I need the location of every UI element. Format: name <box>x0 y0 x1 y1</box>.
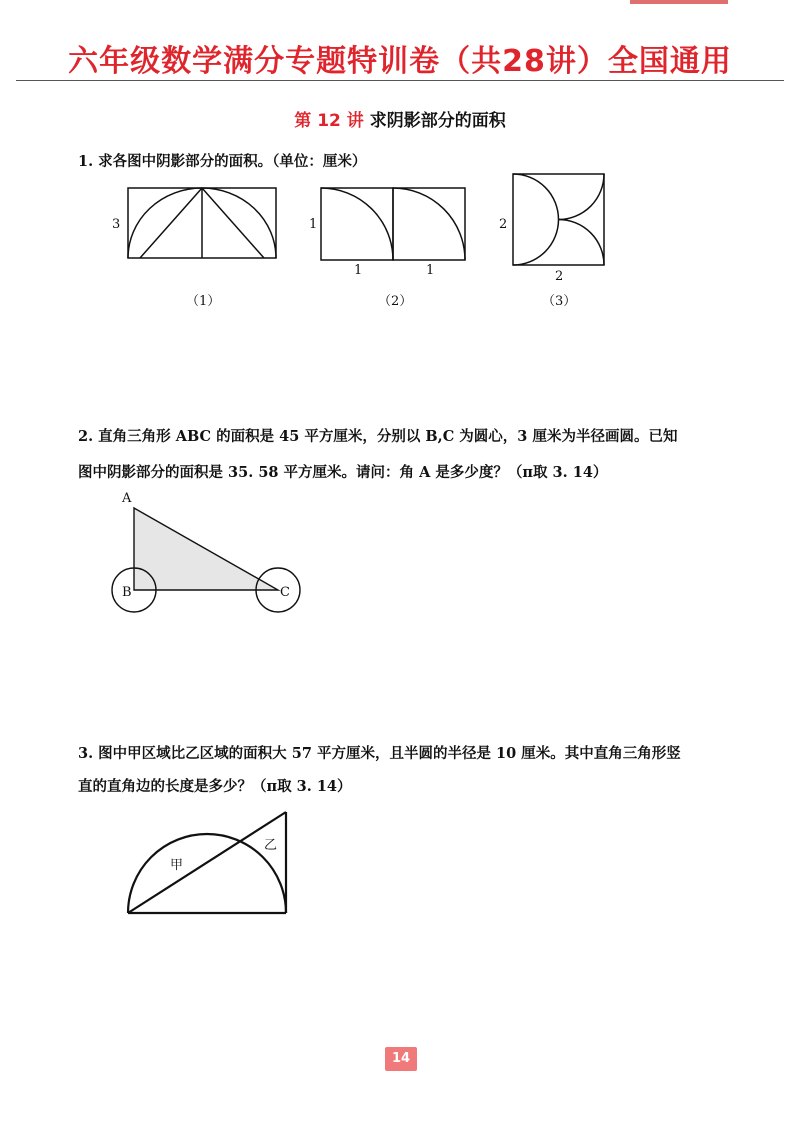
q2-figure <box>112 508 300 612</box>
q1-fig2-label-width-right: 1 <box>426 263 435 278</box>
question-2-text-line1: 2. 直角三角形 ABC 的面积是 45 平方厘米，分别以 B,C 为圆心，3 厘米为半径画圆。已知 <box>78 428 678 445</box>
question-1-text: 1. 求各图中阴影部分的面积。（单位：厘米） <box>78 153 367 170</box>
q2-triangle <box>134 508 278 590</box>
lecture-title: 求阴影部分的面积 <box>369 111 506 131</box>
q3-label-jia: 甲 <box>170 858 184 873</box>
q1-fig3-quarter-top <box>559 174 605 220</box>
q2-label-a: A <box>122 491 132 506</box>
q3-semicircle <box>128 834 286 913</box>
q1-fig1-diagonal-left <box>140 188 202 258</box>
q1-fig3-semicircle-left <box>513 174 559 265</box>
q3-hypotenuse <box>128 812 286 913</box>
q3-figure <box>128 812 286 913</box>
q1-fig2-arc-left <box>321 188 393 260</box>
question-2-text-line2: 图中阴影部分的面积是 35. 58 平方厘米。请问：角 A 是多少度？（π取 3. 14） <box>78 464 608 481</box>
header-title: 六年级数学满分专题特训卷（共28讲）全国通用 <box>68 44 732 79</box>
q1-fig2-label-height: 1 <box>309 217 318 232</box>
q1-fig1-caption: （1） <box>186 294 221 309</box>
q1-figure-1 <box>128 188 276 258</box>
q1-fig1-label-height: 3 <box>112 217 121 232</box>
q1-figure-3 <box>513 174 604 265</box>
q1-fig2-square-right <box>393 188 465 260</box>
question-3-text-line1: 3. 图中甲区域比乙区域的面积大 57 平方厘米，且半圆的半径是 10 厘米。其中直角三角形竖 <box>78 745 681 762</box>
q3-label-yi: 乙 <box>264 838 278 853</box>
q1-fig2-square-left <box>321 188 393 260</box>
q1-fig3-label-width: 2 <box>555 269 564 284</box>
q1-fig1-diagonal-right <box>202 188 264 258</box>
q1-fig2-caption: （2） <box>378 294 413 309</box>
q1-fig2-label-width-left: 1 <box>354 263 363 278</box>
q1-fig3-quarter-bottom <box>559 220 605 266</box>
question-3-text-line2: 直的直角边的长度是多少？（π取 3. 14） <box>78 778 352 795</box>
q1-fig2-arc-right <box>393 188 465 260</box>
q1-fig3-caption: （3） <box>542 294 577 309</box>
q2-label-b: B <box>122 585 132 600</box>
lecture-number: 第 12 讲 <box>294 111 364 131</box>
q1-fig3-label-height: 2 <box>499 217 508 232</box>
page-number-badge: 14 <box>385 1047 417 1071</box>
q1-figure-2 <box>321 188 465 260</box>
q2-label-c: C <box>280 585 290 600</box>
